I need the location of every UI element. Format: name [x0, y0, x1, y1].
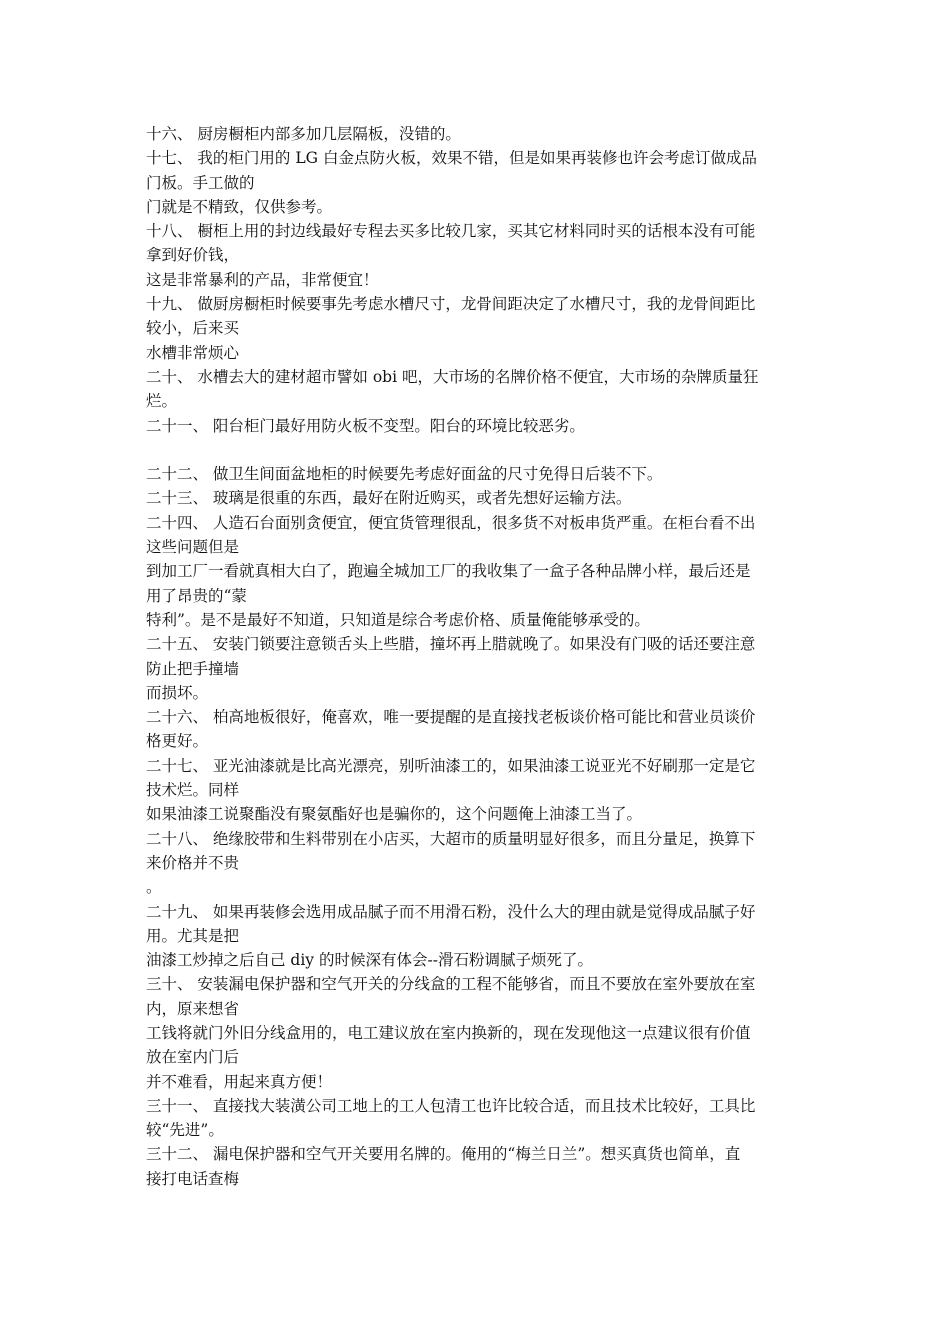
text-line: 拿到好价钱，: [146, 246, 240, 265]
text-line: 防止把手撞墙: [146, 659, 240, 678]
text-line: 三十一、 直接找大装潢公司工地上的工人包清工也许比较合适，而且技术比较好，工具比: [146, 1096, 756, 1115]
text-line: 。: [146, 878, 162, 897]
text-line: 并不难看，用起来真方便！: [146, 1072, 333, 1091]
text-line: 十八、 橱柜上用的封边线最好专程去买多比较几家，买其它材料同时买的话根本没有可能: [146, 222, 756, 241]
text-line: 用了昂贵的“蒙: [146, 586, 247, 605]
text-line: 特利”。是不是最好不知道，只知道是综合考虑价格、质量俺能够承受的。: [146, 610, 650, 629]
text-line: 十七、 我的柜门用的 LG 白金点防火板，效果不错，但是如果再装修也许会考虑订做成品: [146, 149, 757, 168]
text-line: 二十八、 绝缘胶带和生料带别在小店买，大超市的质量明显好很多，而且分量足，换算下: [146, 829, 756, 848]
text-line: 接打电话查梅: [146, 1169, 240, 1188]
text-line: 而损坏。: [146, 683, 209, 702]
text-line: 三十、 安装漏电保护器和空气开关的分线盒的工程不能够省，而且不要放在室外要放在室: [146, 975, 756, 994]
text-line: 二十、 水槽去大的建材超市譬如 obi 吧，大市场的名牌价格不便宜，大市场的杂牌质量狂: [146, 367, 759, 386]
text-line: 油漆工炒掉之后自己 diy 的时候深有体会--滑石粉调腻子烦死了。: [146, 951, 593, 970]
text-line: 较小，后来买: [146, 319, 240, 338]
text-line: 到加工厂一看就真相大白了，跑遍全城加工厂的我收集了一盒子各种品牌小样，最后还是: [146, 562, 751, 581]
text-line: 内，原来想省: [146, 999, 240, 1018]
text-line: 二十五、 安装门锁要注意锁舌头上些腊，撞坏再上腊就晚了。如果没有门吸的话还要注意: [146, 635, 756, 654]
text-line: 十六、 厨房橱柜内部多加几层隔板，没错的。: [146, 125, 461, 143]
text-line: 这是非常暴利的产品，非常便宜！: [146, 270, 379, 289]
text-line: 三十二、 漏电保护器和空气开关要用名牌的。俺用的“梅兰日兰”。想买真货也简单，直: [146, 1145, 741, 1164]
document-body: [146, 122, 808, 1191]
text-line: 十九、 做厨房橱柜时候要事先考虑水槽尺寸，龙骨间距决定了水槽尺寸，我的龙骨间距比: [146, 295, 756, 314]
text-line: 如果油漆工说聚酯没有聚氨酯好也是骗你的，这个问题俺上油漆工当了。: [146, 805, 643, 824]
text-line: 二十四、 人造石台面别贪便宜，便宜货管理很乱，很多货不对板串货严重。在柜台看不出: [146, 513, 756, 532]
text-line: 这些问题但是: [146, 538, 240, 557]
text-line: 水槽非常烦心: [146, 343, 240, 362]
text-line: 用。尤其是把: [146, 926, 240, 945]
text-line: 工钱将就门外旧分线盒用的，电工建议放在室内换新的，现在发现他这一点建议很有价值: [146, 1023, 751, 1042]
text-line: 较“先进”。: [146, 1121, 224, 1140]
text-line: 二十六、 柏高地板很好，俺喜欢，唯一要提醒的是直接找老板谈价格可能比和营业员谈价: [146, 708, 756, 727]
text-line: 门板。手工做的: [146, 173, 255, 192]
blank-line: [146, 438, 808, 462]
text-line: 二十一、 阳台柜门最好用防火板不变型。阳台的环境比较恶劣。: [146, 416, 585, 435]
text-line: 来价格并不贵: [146, 853, 240, 872]
text-line: 技术烂。同样: [146, 781, 240, 800]
text-line: 格更好。: [146, 732, 209, 751]
text-line: 二十九、 如果再装修会选用成品腻子而不用滑石粉，没什么大的理由就是觉得成品腻子好: [146, 902, 756, 921]
text-line: 二十七、 亚光油漆就是比高光漂亮，别听油漆工的，如果油漆工说亚光不好刷那一定是它: [146, 756, 756, 775]
text-line: 放在室内门后: [146, 1048, 240, 1067]
text-line: 烂。: [146, 392, 178, 411]
text-line: 门就是不精致，仅供参考。: [146, 197, 333, 216]
text-line: 二十三、 玻璃是很重的东西，最好在附近购买，或者先想好运输方法。: [146, 489, 632, 508]
text-line: 二十二、 做卫生间面盆地柜的时候要先考虑好面盆的尺寸免得日后装不下。: [146, 465, 663, 484]
